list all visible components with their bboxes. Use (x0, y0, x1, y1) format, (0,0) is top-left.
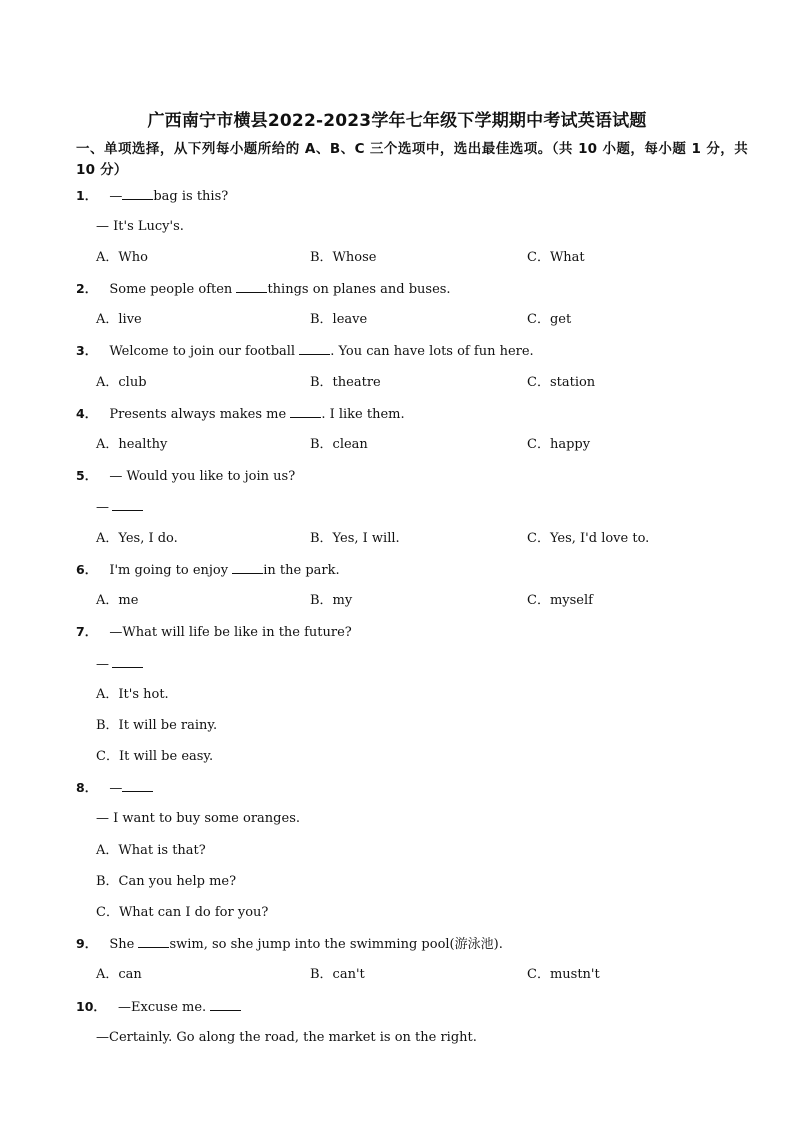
option-a[interactable]: A．It's hot. (96, 687, 169, 702)
option-a[interactable]: A．What is that? (96, 843, 206, 858)
option-c[interactable]: C．myself (527, 593, 593, 608)
question-number: 4． (76, 406, 98, 421)
option-c[interactable]: C．happy (527, 437, 591, 452)
question-stem: — (109, 189, 123, 204)
question-9 (76, 935, 503, 954)
question-5 (76, 467, 295, 486)
question-stem: — Would you like to join us? (109, 469, 296, 484)
option-b[interactable]: B．Can you help me? (96, 874, 237, 889)
option-a[interactable]: A．can (96, 967, 142, 982)
question-number: 8． (76, 780, 98, 795)
answer-blank (299, 342, 330, 355)
answer-blank (210, 998, 241, 1011)
question-8 (76, 779, 153, 798)
option-c[interactable]: C．What (527, 250, 585, 265)
option-c[interactable]: C．mustn't (527, 967, 600, 982)
question-stem: in the park. (263, 563, 340, 578)
option-b[interactable]: B．Whose (310, 250, 377, 265)
answer-blank (290, 405, 321, 418)
option-c[interactable]: C．Yes, I'd love to. (527, 531, 650, 546)
page-title: 广西南宁市横县2022-2023学年七年级下学期期中考试英语试题 (147, 111, 647, 131)
question-stem: She (109, 937, 139, 952)
answer-blank (112, 655, 143, 668)
option-a[interactable]: A．Yes, I do. (96, 531, 178, 546)
question-8-reply: — I want to buy some oranges. (96, 811, 300, 826)
question-number: 3． (76, 343, 98, 358)
option-b[interactable]: B．leave (310, 312, 368, 327)
option-c[interactable]: C．It will be easy. (96, 749, 214, 764)
option-b[interactable]: B．theatre (310, 375, 381, 390)
option-a[interactable]: A．club (96, 375, 147, 390)
question-number: 6． (76, 562, 98, 577)
question-7 (76, 623, 352, 642)
option-b[interactable]: B．can't (310, 967, 365, 982)
question-2 (76, 280, 451, 299)
question-stem: bag is this? (153, 189, 229, 204)
answer-blank (138, 935, 169, 948)
question-4 (76, 405, 405, 424)
question-number: 5． (76, 468, 98, 483)
question-number: 10． (76, 999, 106, 1014)
question-stem: things on planes and buses. (267, 282, 451, 297)
question-stem: —Excuse me. (118, 1000, 211, 1015)
question-stem: Presents always makes me (109, 407, 291, 422)
option-a[interactable]: A．live (96, 312, 142, 327)
option-c[interactable]: C．What can I do for you? (96, 905, 269, 920)
option-b[interactable]: B．my (310, 593, 353, 608)
option-b[interactable]: B．clean (310, 437, 368, 452)
option-c[interactable]: C．station (527, 375, 596, 390)
question-5-reply (96, 498, 143, 517)
question-number: 7． (76, 624, 98, 639)
question-1 (76, 187, 228, 206)
question-stem: — (109, 781, 123, 796)
question-stem: Welcome to join our football (109, 344, 300, 359)
question-stem: . I like them. (321, 407, 405, 422)
question-stem: swim, so she jump into the swimming pool(游泳池). (169, 937, 503, 952)
option-b[interactable]: B．It will be rainy. (96, 718, 218, 733)
option-a[interactable]: A．healthy (96, 437, 168, 452)
question-stem: Some people often (109, 282, 237, 297)
question-3 (76, 342, 534, 361)
question-stem: —What will life be like in the future? (109, 625, 352, 640)
question-7-reply (96, 655, 143, 674)
reply-dash: — (96, 500, 109, 515)
answer-blank (112, 498, 143, 511)
answer-blank (122, 779, 153, 792)
question-number: 1． (76, 188, 98, 203)
reply-dash: — (96, 657, 109, 672)
question-number: 2． (76, 281, 98, 296)
question-number: 9． (76, 936, 98, 951)
option-a[interactable]: A．Who (96, 250, 148, 265)
question-6 (76, 561, 340, 580)
answer-blank (122, 187, 153, 200)
section-heading: 一、单项选择，从下列每小题所给的 A、B、C 三个选项中，选出最佳选项。（共 10 小题，每小题 1 分，共 10 分） (76, 141, 748, 178)
question-1-reply: — It's Lucy's. (96, 219, 184, 234)
question-10-reply: —Certainly. Go along the road, the market is on the right. (96, 1030, 477, 1045)
question-10 (76, 998, 241, 1017)
option-b[interactable]: B．Yes, I will. (310, 531, 400, 546)
answer-blank (236, 280, 267, 293)
answer-blank (232, 561, 263, 574)
question-stem: I'm going to enjoy (109, 563, 233, 578)
option-a[interactable]: A．me (96, 593, 139, 608)
question-stem: . You can have lots of fun here. (330, 344, 534, 359)
option-c[interactable]: C．get (527, 312, 572, 327)
